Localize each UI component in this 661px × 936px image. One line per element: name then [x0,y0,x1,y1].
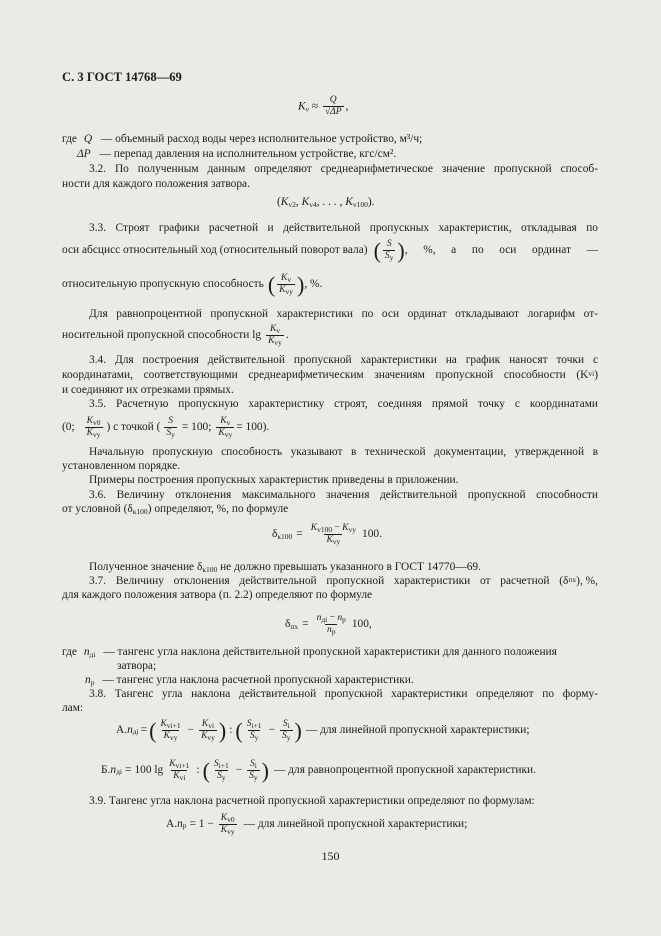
p39: 3.9. Тангенс угла наклона расчетной пропускной характеристики определяют по формулам: [89,795,535,807]
formula-delta-k100-tail: 100. [362,528,382,541]
p38-line1: 3.8. Тангенс угла наклона действительной пропускной характеристики определяют по форму- [89,688,598,700]
formula-a-label: А. [116,724,128,737]
p37-line1-a: 3.7. Величину отклонения действительной пропускной характеристики от расчетной (δ [89,575,569,587]
p33-line3-b: , %. [304,278,323,291]
p-primery: Примеры построения пропускных характеристик приведены в приложении. [89,474,459,486]
p-polucheno: Полученное значение $\delta_{к100}$ не должно превышать указанного в ГОСТ 14770—69. [89,561,481,574]
where-q-text: — объемный расход воды через исполнительное устройство, м³/ч; [100,133,423,145]
formula-delta-px: $\delta_{пх}$ = $\frac{n_{дi} - n_р}{n_р}$ 100, [285,613,372,636]
page-number: 150 [321,849,340,863]
p35-line2-c: = 100; [181,421,212,434]
where-nd-text: — тангенс угла наклона действительной пропускной характеристики для данного положения [103,646,557,658]
p-nach-line1: Начальную пропускную способность указывают в технической документации, утвержденной в [89,446,598,458]
p35-line2-a: (0; [62,421,75,434]
where-dp-text: — перепад давления на исполнительном устройстве, кгс/см². [99,148,397,160]
formula-b-lg: 100 lg [134,764,164,777]
p38-line2: лам: [62,702,84,714]
formula-a2-tail: — для линейной пропускной характеристики; [243,818,468,831]
where-np-line [85,674,414,688]
symbol-np: n [85,674,91,686]
formula-a-tail: — для линейной пропускной характеристики; [305,724,530,737]
where-prefix: где [62,133,77,145]
p36-line1: 3.6. Величину отклонения максимального значения действительной пропускной способности [89,489,598,501]
p37-line1: 3.7. Величину отклонения действительной пропускной характеристики от расчетной (δ пх ), %, [62,575,598,589]
p36-line2: от условной $(\delta_{к100})$ определяют, %, по формуле [62,503,289,516]
p33-line3: относительную пропускную способность ( $\frac{K_v}{K_{vу}}$ ) , %. [62,272,323,298]
p-ravno-line1: Для равнопроцентной пропускной характеристики по оси ординат откладывают логарифм от- [89,308,598,320]
symbol-nd-sub: дi [89,650,96,659]
formula-a2-linear: А. n р = 1 − $\frac{K_{v0}}{K_{vу}}$ — для линейной пропускной характеристики; [166,813,468,836]
formula-b-ravno: Б. n дi = 100 lg $\frac{K_{vi+1}}{K_{vi}}$ : ( $\frac{S_{i+1}}{S_у}$ − $\frac{S_i}{S_у}$ ) — для равнопроцентной пропускной характеристики. [101,758,536,784]
p-nach-line2: установленном порядке. [62,460,181,472]
p32-line2: ности для каждого положения затвора. [62,178,250,190]
formula-a2-label: А. [166,818,178,831]
p33-line2-b: , %, а по оси ординат — [404,244,598,257]
formula-kv [298,96,348,117]
p-ravno-line2: носительной пропускной способности lg $\frac{K_v}{K_{vу}}$ . [62,324,289,347]
symbol-dp: ΔP [77,148,91,160]
formula-kv-tail: , [345,100,349,113]
symbol-nd: n [83,646,90,658]
p33-line3-a: относительную пропускную способность [62,278,264,291]
formula-a-linear: А. n дi = ( $\frac{K_{vi+1}}{K_{vу}}$ − $\frac{K_{vi}}{K_{vу}}$ ) : ( $\frac{S_{i+1}}{S_у}$ − $\frac{S_i}{S_у}$ ) — для линейной пропускной характеристики; [116,718,530,744]
p34-line3: и соединяют их отрезками прямых. [62,384,234,396]
formula-b-label: Б. [101,764,111,777]
p-ravno-line2-a: носительной пропускной способности lg [62,329,262,342]
page-header: С. 3 ГОСТ 14768—69 [62,70,182,84]
formula-kv-num: Q [329,95,337,105]
p-polucheno-b: не должно превышать указанного в ГОСТ 14770—69. [220,561,481,573]
formula-kv-lhs: K [298,100,306,113]
formula-delta-k100: $\delta_{к100}$ = $\frac{K_{v100} - K_{vу}}{K_{vу}}$ 100. [272,523,382,546]
where-nd-cont: затвора; [117,660,157,672]
p34-line1: 3.4. Для построения действительной пропускной характеристики на график наносят точки с [89,354,598,366]
symbol-q: Q [83,133,93,145]
p37-line2: для каждого положения затвора (п. 2.2) определяют по формуле [62,589,373,601]
p-polucheno-a: Полученное значение δ [89,561,203,573]
p34-line2-text: координатами, соответствующими среднеарифметическим значениям пропускной способности (K [62,369,589,381]
p32-line1: 3.2. По полученным данным определяют среднеарифметическое значение пропускной способ- [89,163,598,175]
where-q-line [62,133,422,147]
formula-kv-list: ($K_{v2}$, $K_{v4}$, . . . , $K_{v100}$). [277,196,375,209]
formula-delta-px-tail: 100, [351,618,372,631]
p37-line1-b: ), %, [576,575,598,587]
p35-line2-b: ) с точкой ( [106,421,161,434]
where-dp-line [77,148,396,162]
p33-line2-a: оси абсцисс относительный ход (относительный поворот вала) [62,244,368,257]
where-np-text: — тангенс угла наклона расчетной пропускной характеристики. [102,674,414,686]
where-nd-line [62,646,557,660]
p35-line1: 3.5. Расчетную пропускную характеристику строят, соединяя прямой точку с координатами [89,398,598,410]
p35-line2-d: = 100). [236,421,270,434]
p33-line1: 3.3. Строят графики расчетной и действительной пропускных характеристик, откладывая по [89,222,598,234]
formula-b-tail: — для равнопроцентной пропускной характеристики. [274,764,536,777]
formula-kv-eq: ≈ [311,100,319,113]
p35-line2: (0; $\frac{K_{v0}}{K_{vу}}$ ) с точкой ( $\frac{S}{S_у}$ = 100; $\frac{K_v}{K_{vу}}$ = 100). [62,416,270,439]
symbol-np-sub: р [90,678,95,687]
p36-line2-a: от условной (δ [62,503,133,515]
p-ravno-line2-b: . [285,329,289,342]
where2-prefix: где [62,646,77,658]
p33-line2: оси абсцисс относительный ход (относительный поворот вала) ( $\frac{S}{S_у}$ ) , %, а по оси ординат — [62,238,598,264]
formula-kv-den: √ΔP [324,106,342,117]
formula-a2-eq: = 1 − [189,818,214,831]
p34-line2: координатами, соответствующими среднеарифметическим значениям пропускной способности (K vi ) [62,369,598,381]
p36-line2-b: ) определяют, %, по формуле [147,503,289,515]
formula-kv-lhs-sub: v [305,104,309,114]
